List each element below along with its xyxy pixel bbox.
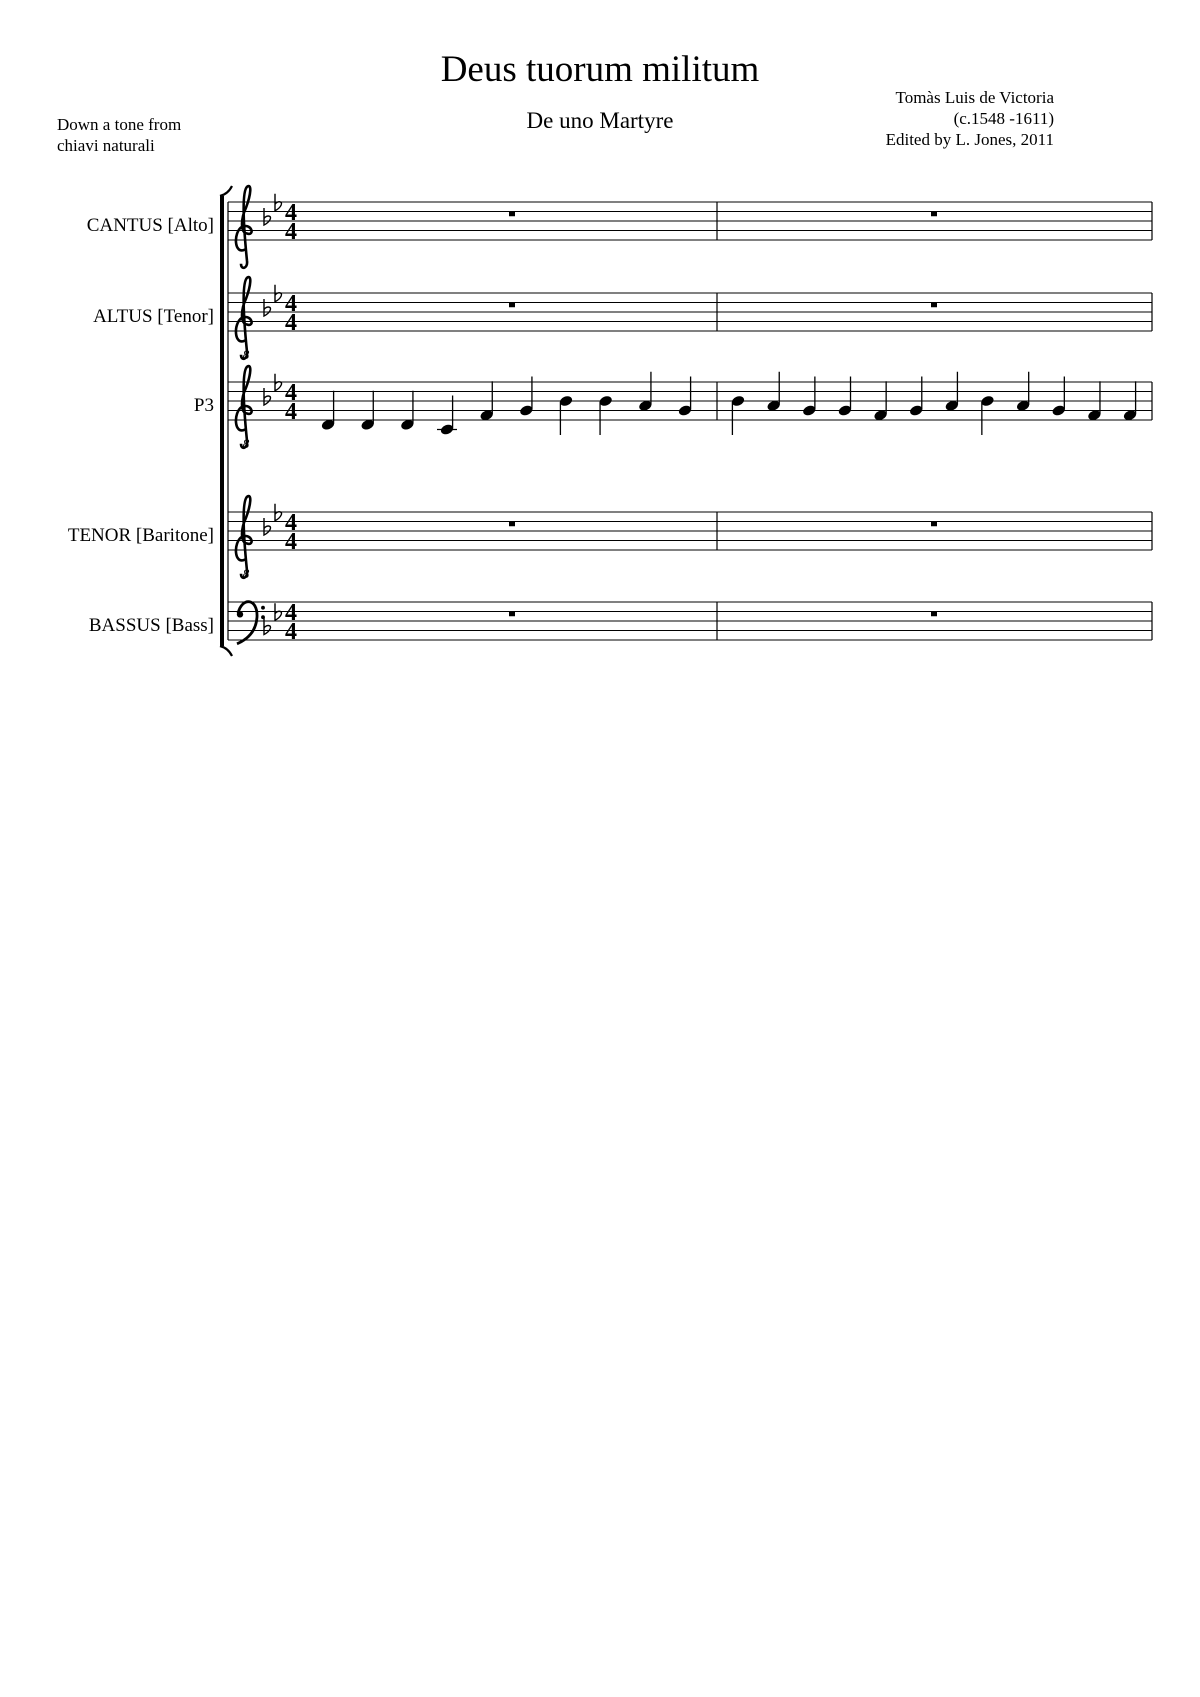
editor-credit: Edited by L. Jones, 2011	[885, 130, 1054, 149]
bracket-tip	[220, 646, 232, 656]
flat-sign	[264, 518, 271, 535]
staff-label: P3	[193, 394, 214, 416]
octave-8-marker: 8	[242, 347, 250, 362]
whole-rest	[931, 612, 937, 617]
time-signature-numerator: 4	[285, 510, 297, 536]
time-signature-denominator: 4	[285, 310, 297, 336]
whole-rest	[509, 612, 515, 617]
flat-sign	[264, 618, 271, 635]
flat-sign	[275, 504, 282, 521]
time-signature-numerator: 4	[285, 291, 297, 317]
time-signature-numerator: 4	[285, 600, 297, 626]
staff-label: CANTUS [Alto]	[86, 214, 214, 236]
bracket-tip	[220, 186, 232, 196]
whole-rest	[509, 212, 515, 217]
whole-rest	[509, 522, 515, 527]
staff-label: ALTUS [Tenor]	[93, 305, 214, 327]
treble-clef	[236, 186, 252, 268]
whole-rest	[931, 522, 937, 527]
whole-rest	[509, 303, 515, 308]
flat-sign	[275, 194, 282, 211]
time-signature-denominator: 4	[285, 399, 297, 425]
flat-sign	[264, 299, 271, 316]
time-signature-denominator: 4	[285, 219, 297, 245]
bass-clef-dot	[237, 611, 243, 617]
staff-label: TENOR [Baritone]	[67, 524, 214, 546]
octave-8-marker: 8	[242, 436, 250, 451]
bass-clef-dot	[261, 606, 265, 610]
flat-sign	[264, 388, 271, 405]
composer-name: Tomàs Luis de Victoria	[895, 88, 1054, 107]
flat-sign	[275, 374, 282, 391]
flat-sign	[275, 285, 282, 302]
transposition-note-line: Down a tone from	[57, 115, 182, 134]
time-signature-numerator: 4	[285, 380, 297, 406]
time-signature-denominator: 4	[285, 619, 297, 645]
whole-rest	[931, 303, 937, 308]
time-signature-numerator: 4	[285, 200, 297, 226]
system-bracket	[220, 196, 224, 646]
transposition-note-line: chiavi naturali	[57, 136, 155, 155]
page-subtitle: De uno Martyre	[526, 108, 674, 133]
page-title: Deus tuorum militum	[440, 49, 760, 90]
flat-sign	[264, 208, 271, 225]
staff-label: BASSUS [Bass]	[88, 614, 214, 636]
time-signature-denominator: 4	[285, 529, 297, 555]
bass-clef	[237, 602, 257, 644]
composer-dates: (c.1548 -1611)	[953, 109, 1054, 128]
octave-8-marker: 8	[242, 566, 250, 581]
whole-rest	[931, 212, 937, 217]
flat-sign	[275, 603, 282, 620]
